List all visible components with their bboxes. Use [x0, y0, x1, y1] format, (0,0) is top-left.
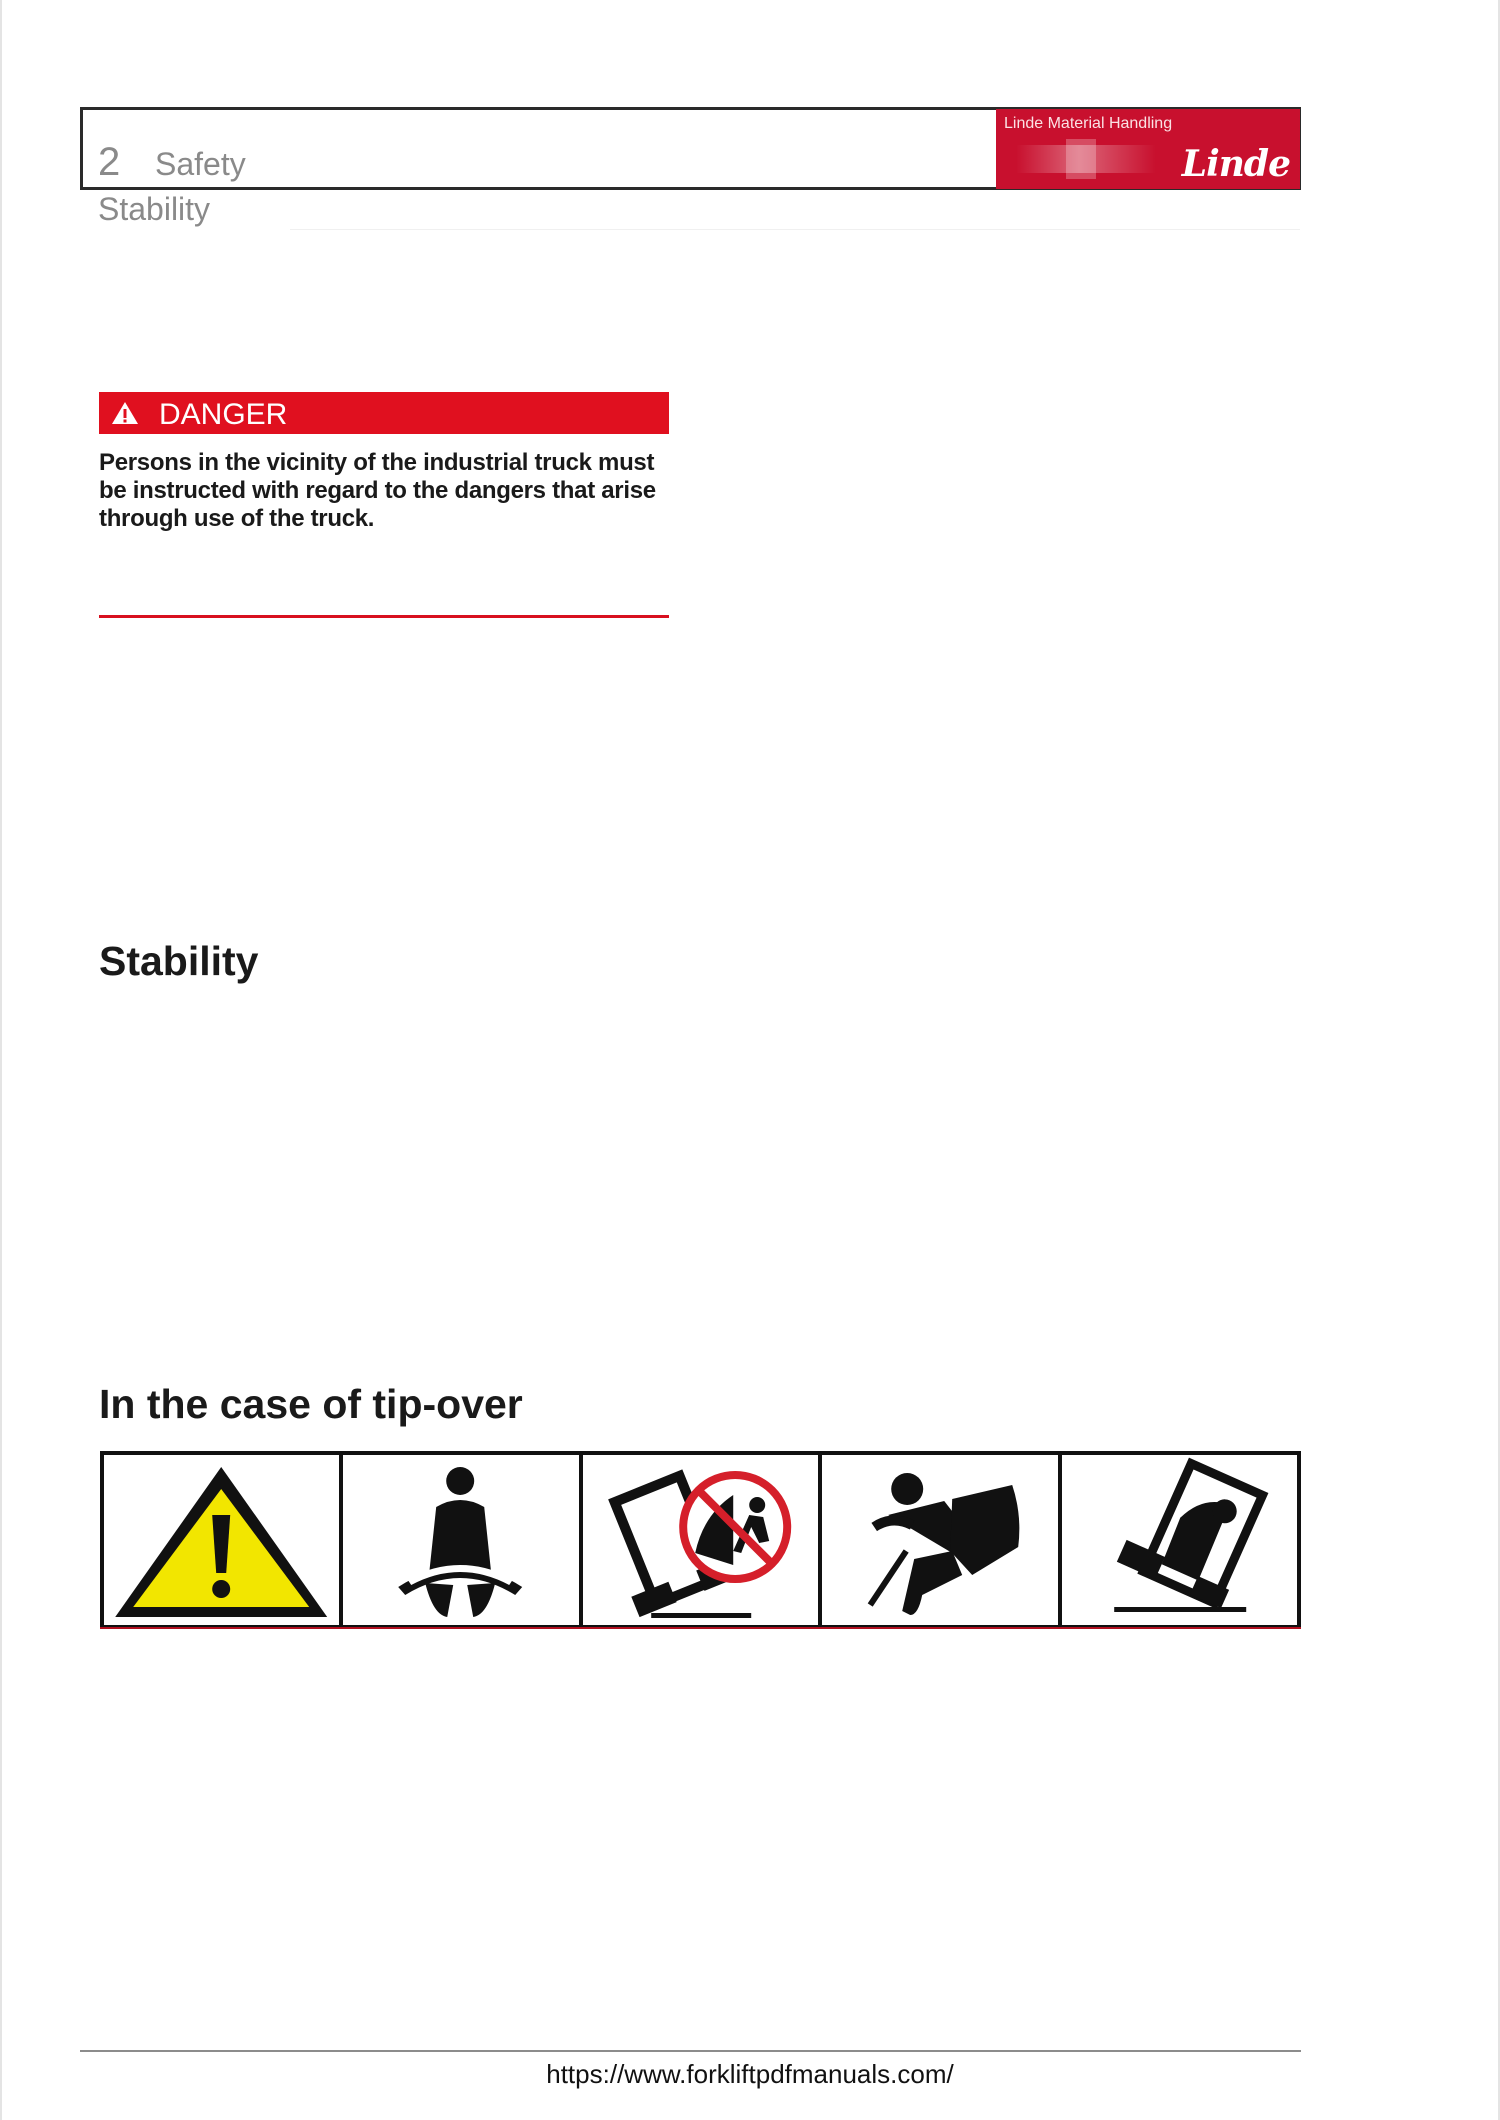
stability-heading: Stability: [99, 938, 259, 984]
danger-divider: [99, 615, 669, 618]
seatbelt-icon: [343, 1455, 578, 1625]
brand-glow-accent: [1066, 139, 1096, 179]
danger-message: Persons in the vicinity of the industrial truck must be instructed with regard to the dangers that arise through use of the truck.: [99, 449, 656, 532]
danger-banner: [99, 392, 669, 434]
chapter-number: 2: [98, 140, 121, 184]
page-edge-left: [0, 0, 2, 2120]
pictogram-cell: [104, 1455, 343, 1625]
danger-label: DANGER: [159, 398, 288, 431]
pictogram-cell: [343, 1455, 582, 1625]
section-subtitle: Stability: [98, 191, 211, 227]
footer-divider: [80, 2050, 1301, 2052]
no-jumping-out-icon: [583, 1455, 818, 1625]
brace-lean-icon: [822, 1455, 1057, 1625]
tipover-heading: In the case of tip-over: [99, 1381, 523, 1427]
brand-logo-block: [996, 109, 1300, 189]
pictogram-cell: [583, 1455, 822, 1625]
header-divider: [290, 229, 1300, 230]
pictogram-underline: [100, 1627, 1301, 1629]
tipover-pictogram-strip: [100, 1451, 1301, 1629]
footer-url[interactable]: https://www.forkliftpdfmanuals.com/: [546, 2059, 954, 2089]
pictogram-cell: [822, 1455, 1061, 1625]
linde-logo: Linde: [1181, 143, 1290, 185]
warning-triangle-icon: [104, 1455, 339, 1625]
chapter-title: Safety: [155, 146, 246, 182]
brand-caption: Linde Material Handling: [1004, 115, 1173, 132]
tip-over-truck-icon: [1062, 1455, 1297, 1625]
warning-icon: [111, 400, 139, 426]
pictogram-cell: [1062, 1455, 1297, 1625]
